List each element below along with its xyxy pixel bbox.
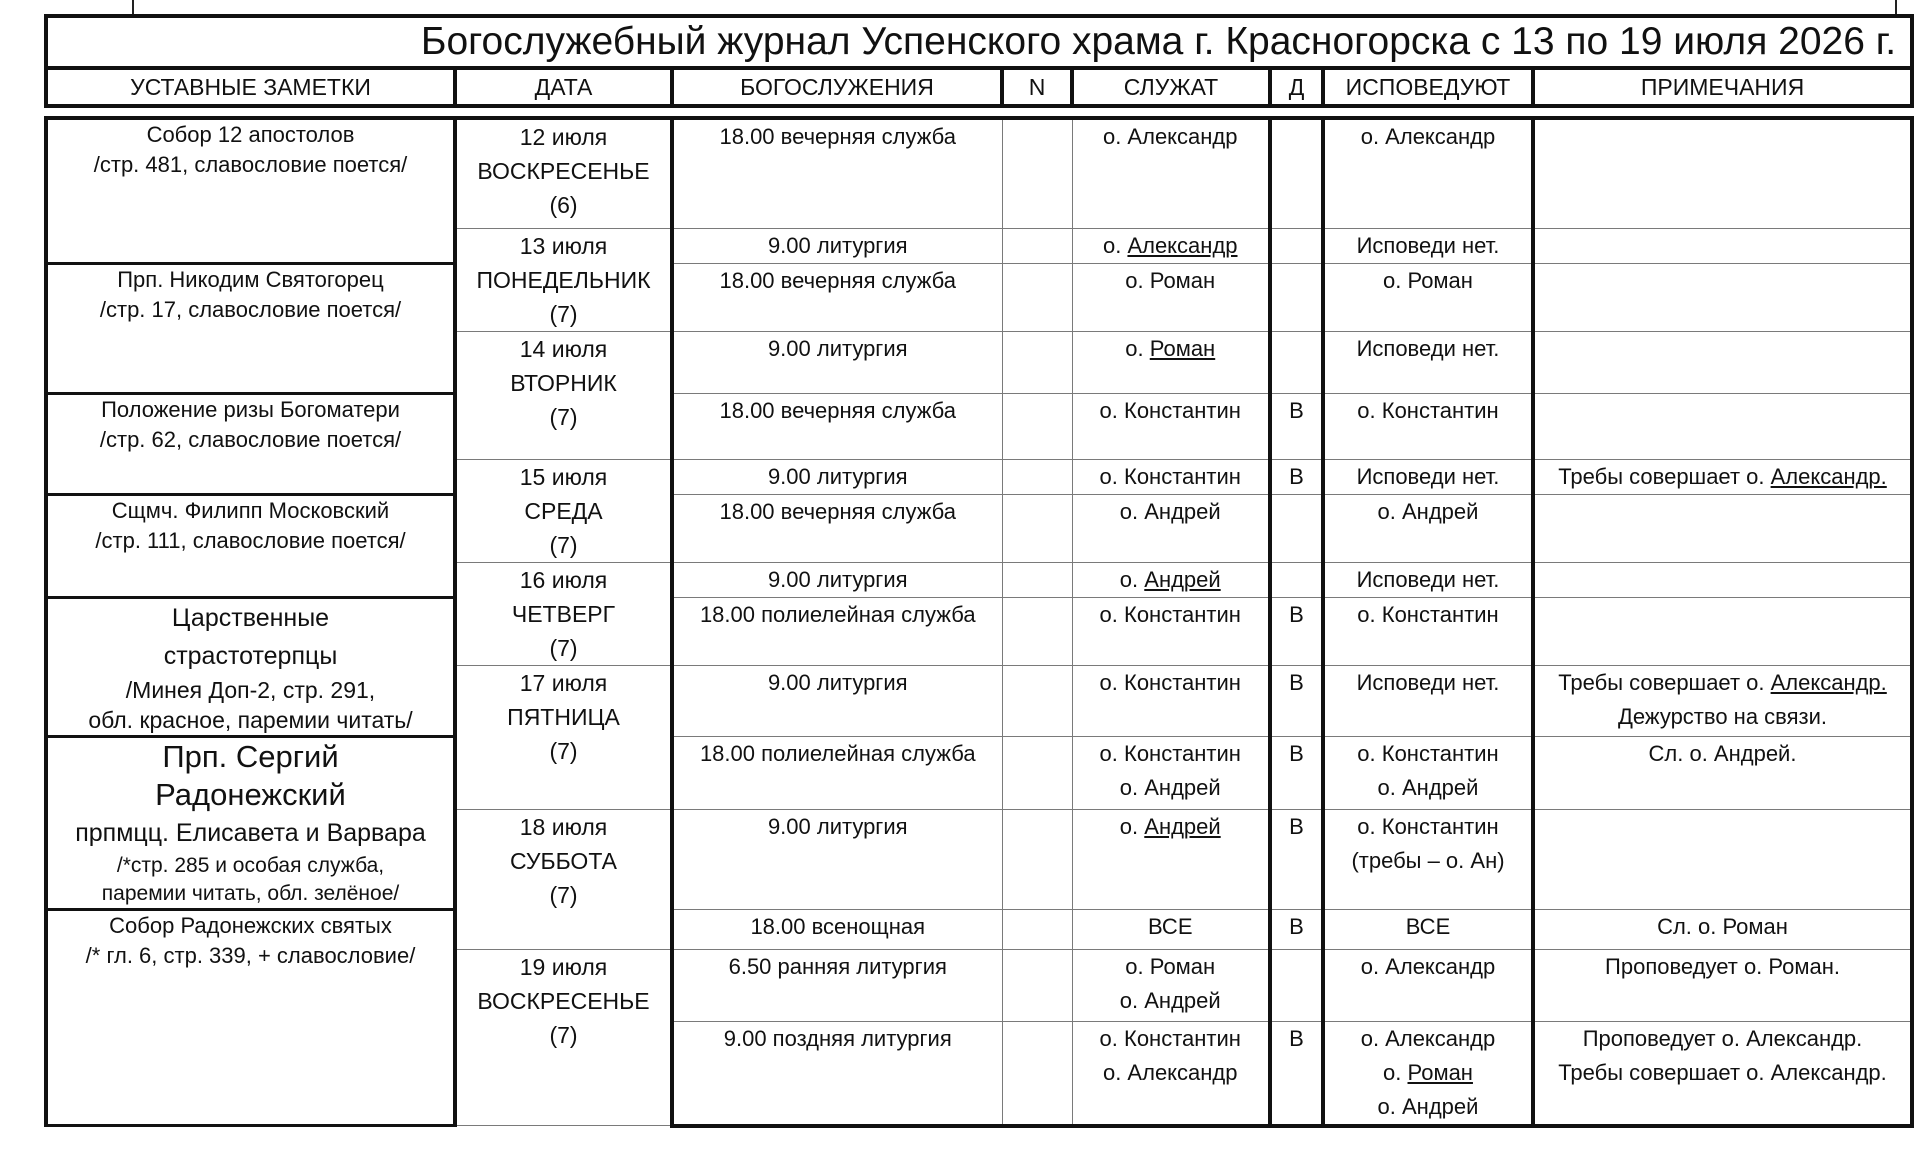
confess-cell (1323, 736, 1533, 809)
note-line: Собор Радонежских святых (109, 912, 392, 938)
confess-cell (1323, 331, 1533, 393)
service-cell (672, 228, 1002, 263)
remarks-cell (1533, 263, 1912, 331)
service-cell (672, 494, 1002, 562)
note-cell (46, 263, 455, 393)
remarks-cell (1533, 909, 1912, 949)
confess-text: о. Андрей (1377, 498, 1479, 524)
note-cell (46, 736, 455, 909)
serve-text: ВСЕ (1147, 913, 1193, 939)
date-cell (455, 228, 672, 331)
date-line: ВОСКРЕСЕНЬЕ (477, 158, 650, 184)
confess-text: о. Александр (1360, 124, 1496, 149)
number-cell (1002, 331, 1072, 393)
service-text: 18.00 вечерняя служба (719, 498, 956, 524)
note-cell (46, 118, 455, 263)
note-line: /стр. 481, славословие поется/ (93, 152, 408, 177)
d-cell (1270, 393, 1323, 459)
remarks-cell (1533, 393, 1912, 459)
date-cell (455, 949, 672, 1126)
table-row (46, 118, 1912, 228)
table-row (46, 909, 1912, 949)
number-cell (1002, 263, 1072, 331)
d-cell (1270, 909, 1323, 949)
service-cell (672, 1021, 1002, 1126)
service-cell (672, 393, 1002, 459)
serve-text: о. Константин (1099, 740, 1241, 766)
table-row (46, 494, 1912, 562)
serve-cell (1072, 263, 1270, 331)
remark-text: Проповедует о. Александр. (1582, 1025, 1863, 1051)
confess-text: Исповеди нет. (1356, 463, 1500, 489)
serve-cell (1072, 331, 1270, 393)
table-row (46, 263, 1912, 331)
date-cell (455, 665, 672, 809)
service-text: 9.00 литургия (767, 669, 908, 695)
number-cell (1002, 118, 1072, 228)
d-cell (1270, 665, 1323, 736)
serve-text-underlined: Роман (1149, 335, 1216, 361)
header-d: Д (1270, 68, 1323, 106)
note-cell (46, 909, 455, 1126)
d-cell (1270, 494, 1323, 562)
date-line: (7) (549, 531, 578, 558)
d-mark: В (1289, 1025, 1304, 1051)
service-cell (672, 949, 1002, 1021)
serve-text: о. Андрей (1119, 774, 1221, 800)
serve-text: о. Александр (1102, 124, 1238, 149)
service-text: 9.00 литургия (767, 335, 908, 361)
d-mark: В (1289, 463, 1304, 489)
number-cell (1002, 459, 1072, 494)
confess-cell (1323, 494, 1533, 562)
remark-text: Сл. о. Андрей. (1648, 740, 1797, 766)
number-cell (1002, 1021, 1072, 1126)
date-cell (455, 562, 672, 665)
confess-text: о. Андрей (1377, 774, 1479, 800)
service-cell (672, 809, 1002, 909)
number-cell (1002, 562, 1072, 597)
note-line: Радонежский (155, 776, 346, 812)
remarks-cell (1533, 459, 1912, 494)
note-line: Сщмч. Филипп Московский (111, 497, 390, 523)
service-cell (672, 597, 1002, 665)
service-text: 9.00 литургия (767, 566, 908, 592)
number-cell (1002, 949, 1072, 1021)
number-cell (1002, 665, 1072, 736)
table-row (46, 597, 1912, 665)
confess-cell (1323, 118, 1533, 228)
remarks-cell (1533, 949, 1912, 1021)
serve-cell (1072, 736, 1270, 809)
confess-cell (1323, 263, 1533, 331)
serve-cell (1072, 909, 1270, 949)
date-line: 12 июля (519, 124, 608, 150)
serve-text: о. Роман (1125, 267, 1216, 293)
date-line: (6) (549, 192, 578, 218)
note-line: /Минея Доп-2, стр. 291, (125, 676, 376, 703)
header-services: БОГОСЛУЖЕНИЯ (672, 68, 1002, 106)
confess-text: о. Константин (1357, 601, 1499, 627)
serve-cell (1072, 228, 1270, 263)
service-text: 9.00 литургия (767, 463, 908, 489)
top-border-stub-right (1895, 0, 1897, 14)
d-cell (1270, 459, 1323, 494)
confess-text: о. Роман (1383, 1059, 1473, 1085)
confess-cell (1323, 809, 1533, 909)
serve-cell (1072, 597, 1270, 665)
serve-text: о. Андрей (1119, 566, 1221, 592)
serve-text: о. Роман (1125, 335, 1216, 361)
number-cell (1002, 909, 1072, 949)
confess-cell (1323, 665, 1533, 736)
confess-cell (1323, 393, 1533, 459)
service-text: 18.00 вечерняя служба (719, 267, 956, 293)
date-line: ВОСКРЕСЕНЬЕ (477, 987, 650, 1014)
serve-cell (1072, 494, 1270, 562)
date-line: 19 июля (519, 953, 608, 980)
d-mark: В (1289, 813, 1304, 839)
remark-text: Дежурство на связи. (1617, 703, 1828, 729)
service-text: 9.00 литургия (767, 232, 908, 258)
confess-text: о. Константин (1357, 740, 1499, 766)
serve-text: о. Константин (1099, 1025, 1241, 1051)
note-cell (46, 494, 455, 597)
serve-text: о. Константин (1099, 601, 1241, 627)
confess-text: Исповеди нет. (1356, 335, 1500, 361)
table-row (46, 736, 1912, 809)
remarks-cell (1533, 597, 1912, 665)
confess-text: о. Александр (1360, 1025, 1496, 1051)
service-text: 9.00 поздняя литургия (723, 1025, 952, 1051)
remarks-cell (1533, 665, 1912, 736)
date-cell (455, 809, 672, 949)
serve-text: о. Константин (1099, 463, 1241, 489)
remarks-cell (1533, 228, 1912, 263)
date-cell (455, 331, 672, 459)
date-cell (455, 459, 672, 562)
confess-cell (1323, 949, 1533, 1021)
note-line: /стр. 17, славословие поется/ (99, 296, 402, 322)
serve-text: о. Александр (1102, 1059, 1238, 1085)
serve-cell (1072, 949, 1270, 1021)
note-cell (46, 597, 455, 736)
service-cell (672, 562, 1002, 597)
serve-text-underlined: Александр (1127, 232, 1238, 258)
d-cell (1270, 736, 1323, 809)
d-cell (1270, 809, 1323, 909)
service-text: 18.00 полиелейная служба (699, 601, 976, 627)
service-text: 18.00 вечерняя служба (719, 397, 956, 423)
d-cell (1270, 1021, 1323, 1126)
d-cell (1270, 949, 1323, 1021)
date-line: (7) (549, 737, 578, 764)
remark-text-underlined: Александр. (1770, 463, 1887, 489)
service-text: 9.00 литургия (767, 813, 908, 839)
page-title: Богослужебный журнал Успенского храма г. Красногорска с 13 по 19 июля 2026 г. (46, 16, 1912, 68)
confess-text: Исповеди нет. (1356, 232, 1500, 258)
remarks-cell (1533, 1021, 1912, 1126)
date-line: (7) (549, 403, 578, 430)
note-line: Прп. Никодим Святогорец (117, 266, 384, 292)
note-line: обл. красное, паремии читать/ (88, 706, 413, 733)
serve-cell (1072, 393, 1270, 459)
d-mark: В (1289, 740, 1304, 766)
top-border-stub-left (132, 0, 134, 14)
service-cell (672, 459, 1002, 494)
note-line: Царственные (171, 603, 330, 632)
confess-text: о. Андрей (1377, 1093, 1479, 1119)
serve-text-underlined: Андрей (1144, 813, 1221, 839)
remarks-cell (1533, 118, 1912, 228)
journal-table (44, 116, 1914, 1128)
d-mark: В (1289, 913, 1304, 939)
serve-cell (1072, 118, 1270, 228)
confess-text: Исповеди нет. (1356, 566, 1500, 592)
remarks-cell (1533, 809, 1912, 909)
service-cell (672, 331, 1002, 393)
remarks-cell (1533, 494, 1912, 562)
remark-text: Требы совершает о. Александр. (1558, 463, 1887, 489)
remark-text: Сл. о. Роман (1657, 913, 1788, 939)
service-text: 6.50 ранняя литургия (728, 953, 947, 979)
date-line: 15 июля (519, 463, 608, 490)
date-line: СРЕДА (524, 497, 603, 524)
d-cell (1270, 228, 1323, 263)
serve-text: о. Андрей (1119, 498, 1221, 524)
date-line: 13 июля (519, 232, 608, 259)
serve-text: о. Андрей (1119, 987, 1221, 1013)
remark-text-underlined: Александр. (1770, 669, 1887, 695)
serve-text: о. Роман (1125, 953, 1216, 979)
number-cell (1002, 736, 1072, 809)
date-line: 16 июля (519, 566, 608, 593)
date-line: ПЯТНИЦА (507, 703, 620, 730)
note-line: Собор 12 апостолов (146, 122, 355, 147)
confess-text: о. Роман (1383, 267, 1473, 293)
date-line: ПОНЕДЕЛЬНИК (476, 266, 651, 293)
date-line: (7) (549, 881, 578, 908)
header-date: ДАТА (455, 68, 672, 106)
header-remarks: ПРИМЕЧАНИЯ (1533, 68, 1912, 106)
confess-text: о. Константин (1357, 397, 1499, 423)
note-line: Прп. Сергий (162, 738, 339, 774)
journal-header (44, 14, 1914, 108)
d-cell (1270, 562, 1323, 597)
header-confess: ИСПОВЕДУЮТ (1323, 68, 1533, 106)
date-line: (7) (549, 300, 578, 327)
header-notes: УСТАВНЫЕ ЗАМЕТКИ (46, 68, 455, 106)
date-line: (7) (549, 1021, 578, 1048)
serve-text: о. Константин (1099, 397, 1241, 423)
note-line: Положение ризы Богоматери (101, 396, 400, 422)
table-row (46, 393, 1912, 459)
date-line: 18 июля (519, 813, 608, 840)
confess-cell (1323, 562, 1533, 597)
d-mark: В (1289, 601, 1304, 627)
serve-cell (1072, 809, 1270, 909)
serve-cell (1072, 665, 1270, 736)
confess-cell (1323, 909, 1533, 949)
serve-text: о. Константин (1099, 669, 1241, 695)
date-cell (455, 118, 672, 228)
confess-text: ВСЕ (1405, 913, 1451, 939)
note-line: /*стр. 285 и особая служба, (116, 853, 385, 877)
date-line: 17 июля (519, 669, 608, 696)
confess-text: Исповеди нет. (1356, 669, 1500, 695)
date-line: (7) (549, 634, 578, 661)
number-cell (1002, 597, 1072, 665)
note-line: паремии читать, обл. зелёное/ (101, 881, 400, 905)
date-line: СУББОТА (510, 847, 617, 874)
date-line: ЧЕТВЕРГ (511, 600, 616, 627)
remarks-cell (1533, 736, 1912, 809)
serve-text: о. Александр (1102, 232, 1238, 258)
confess-text-underlined: Роман (1407, 1059, 1473, 1085)
note-line: страстотерпцы (163, 641, 338, 670)
service-cell (672, 736, 1002, 809)
d-cell (1270, 118, 1323, 228)
number-cell (1002, 228, 1072, 263)
confess-text: о. Александр (1360, 953, 1496, 979)
note-cell (46, 393, 455, 494)
number-cell (1002, 393, 1072, 459)
service-text: 18.00 всенощная (750, 913, 926, 939)
remark-text: Требы совершает о. Александр. (1558, 669, 1887, 695)
note-line: /стр. 111, славословие поется/ (95, 527, 406, 553)
remark-text: Требы совершает о. Александр. (1558, 1059, 1887, 1085)
confess-text: о. Константин (1357, 813, 1499, 839)
service-cell (672, 909, 1002, 949)
remark-text: Проповедует о. Роман. (1605, 953, 1840, 979)
confess-cell (1323, 459, 1533, 494)
d-mark: В (1289, 397, 1304, 423)
service-cell (672, 118, 1002, 228)
service-cell (672, 263, 1002, 331)
serve-text-underlined: Андрей (1144, 566, 1221, 592)
number-cell (1002, 494, 1072, 562)
serve-cell (1072, 1021, 1270, 1126)
number-cell (1002, 809, 1072, 909)
confess-text: (требы – о. Ан) (1351, 847, 1505, 873)
d-cell (1270, 597, 1323, 665)
service-text: 18.00 вечерняя служба (719, 124, 956, 149)
confess-cell (1323, 228, 1533, 263)
note-line: /стр. 62, славословие поется/ (99, 426, 402, 452)
service-text: 18.00 полиелейная служба (699, 740, 976, 766)
serve-text: о. Андрей (1119, 813, 1221, 839)
remarks-cell (1533, 562, 1912, 597)
note-line: /* гл. 6, стр. 339, + славословие/ (85, 942, 416, 968)
header-n: N (1002, 68, 1072, 106)
confess-cell (1323, 1021, 1533, 1126)
d-cell (1270, 331, 1323, 393)
header-serve: СЛУЖАТ (1072, 68, 1270, 106)
serve-cell (1072, 562, 1270, 597)
remarks-cell (1533, 331, 1912, 393)
service-cell (672, 665, 1002, 736)
d-cell (1270, 263, 1323, 331)
note-line: прпмцц. Елисавета и Варвара (75, 818, 426, 847)
confess-cell (1323, 597, 1533, 665)
serve-cell (1072, 459, 1270, 494)
date-line: ВТОРНИК (510, 369, 617, 396)
date-line: 14 июля (519, 335, 608, 362)
d-mark: В (1289, 669, 1304, 695)
